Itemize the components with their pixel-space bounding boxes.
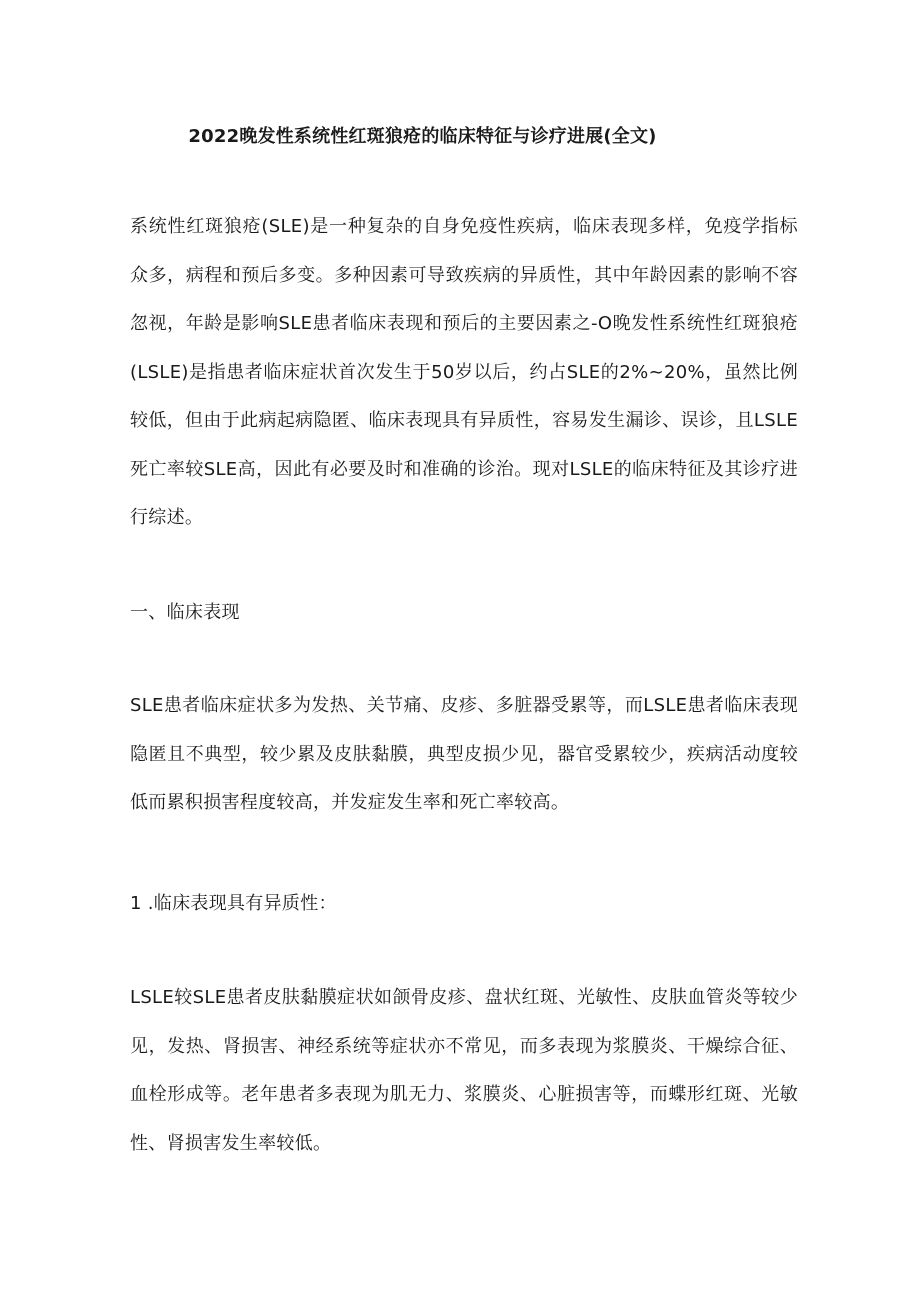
- intro-paragraph: 系统性红斑狼疮(SLE)是一种复杂的自身免疫性疾病，临床表现多样，免疫学指标众多，病程和预后多变。多种因素可导致疾病的异质性，其中年龄因素的影响不容忽视，年龄是影响SLE患者临床表现和预后的主要因素之-O晚发性系统性红斑狼疮(LSLE)是指患者临床症状首次发生于50岁以后，约占SLE的2%~20%，虽然比例较低，但由于此病起病隐匿、临床表现具有异质性，容易发生漏诊、误诊，且LSLE死亡率较SLE高，因此有必要及时和准确的诊治。现对LSLE的临床特征及其诊疗进行综述。: [130, 216, 798, 528]
- heterogeneity-paragraph: LSLE较SLE患者皮肤黏膜症状如颌骨皮疹、盘状红斑、光敏性、皮肤血管炎等较少见，发热、肾损害、神经系统等症状亦不常见，而多表现为浆膜炎、干燥综合征、血栓形成等。老年患者多表现为肌无力、浆膜炎、心脏损害等，而蝶形红斑、光敏性、肾损害发生率较低。: [130, 987, 798, 1154]
- document-title: 2022晚发性系统性红斑狼疮的临床特征与诊疗进展(全文): [188, 126, 657, 147]
- clinical-manifestations-paragraph: SLE患者临床症状多为发热、关节痛、皮疹、多脏器受累等，而LSLE患者临床表现隐匿且不典型，较少累及皮肤黏膜，典型皮损少见，器官受累较少，疾病活动度较低而累积损害程度较高，并发症发生率和死亡率较高。: [130, 695, 798, 813]
- section-heading-clinical-manifestations: 一、临床表现: [130, 602, 240, 623]
- subsection-heading-heterogeneity: 1 .临床表现具有异质性：: [130, 893, 337, 914]
